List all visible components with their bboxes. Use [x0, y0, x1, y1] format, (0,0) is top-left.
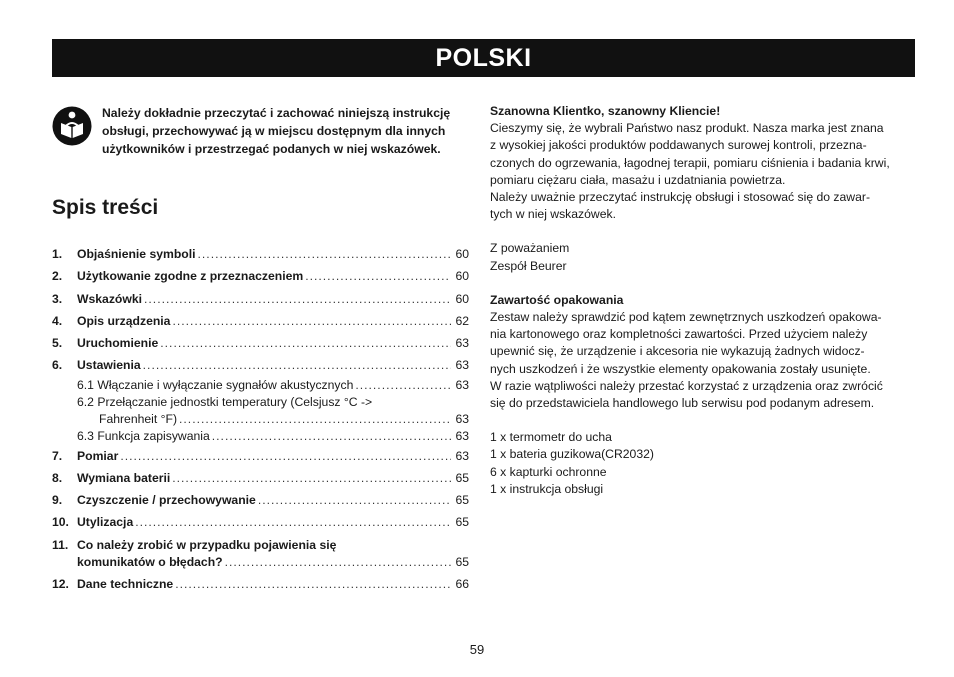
toc-item[interactable]: 3. Wskazówki ..... 60	[52, 291, 469, 308]
read-manual-icon	[52, 106, 92, 146]
toc-page-number: 62	[455, 314, 469, 328]
toc-page-number: 63	[455, 449, 469, 463]
toc-item-label: Pomiar	[77, 449, 119, 463]
intro-line: Należy uważnie przeczytać instrukcję obsługi i stosować się do zawar-	[490, 190, 871, 205]
package-line: Zestaw należy sprawdzić pod kątem zewnętrznych uszkodzeń opakowa-	[490, 310, 882, 325]
toc-item-label: 6.1 Włączanie i wyłączanie sygnałów akustycznych	[77, 378, 354, 392]
toc-item[interactable]: 6. Ustawienia ..... 63	[52, 357, 469, 374]
page-number: 59	[469, 642, 485, 657]
toc-page-number: 60	[455, 292, 469, 306]
language-banner	[52, 39, 915, 77]
toc-subitem[interactable]	[52, 377, 469, 394]
toc-item-continued[interactable]	[52, 554, 469, 571]
package-line: nia kartonowego oraz kompletności zawartości. Przed użyciem należy	[490, 327, 868, 342]
language-title: POLSKI	[435, 43, 532, 72]
toc-page-number: 63	[455, 412, 469, 426]
notice-text	[102, 104, 450, 158]
closing-line: Z poważaniem	[490, 241, 570, 256]
package-line: nych uszkodzeń i że wszystkie elementy opakowania zostały usunięte.	[490, 361, 871, 376]
toc-page-number: 60	[455, 269, 469, 283]
toc-page-number: 63	[455, 378, 469, 392]
toc-item-label: 6.2 Przełączanie jednostki temperatury (Celsjusz °C ->	[77, 395, 373, 409]
toc-page-number: 65	[455, 515, 469, 529]
intro-line: z wysokiej jakości produktów poddawanych surowej kontroli, przezna-	[490, 138, 867, 153]
toc-item-label: Uruchomienie	[77, 336, 159, 350]
toc-item[interactable]: 1. Objaśnienie symboli ..... 60	[52, 246, 469, 263]
notice-line: Należy dokładnie przeczytać i zachować niniejszą instrukcję	[102, 106, 451, 120]
toc-item[interactable]: 2. Użytkowanie zgodne z przeznaczeniem ..... 60	[52, 268, 469, 285]
toc-item-label: Ustawienia	[77, 358, 141, 372]
toc-item-label: 6.3 Funkcja zapisywania	[77, 429, 210, 443]
intro-line: Cieszymy się, że wybrali Państwo nasz produkt. Nasza marka jest znana	[490, 121, 884, 136]
toc-item[interactable]: 7. Pomiar ..... 63	[52, 448, 469, 465]
toc-item-label: Dane techniczne	[77, 577, 174, 591]
intro-line: czonych do ogrzewania, łagodnej terapii, pomiaru ciśnienia i badania krwi,	[490, 155, 890, 170]
toc-item-label: Co należy zrobić w przypadku pojawienia się	[77, 538, 337, 552]
toc-item-label: komunikatów o błędach?	[77, 555, 223, 569]
package-content-item: 1 x bateria guzikowa(CR2032)	[490, 447, 654, 462]
read-instructions-notice	[52, 104, 482, 158]
toc-page-number: 66	[455, 577, 469, 591]
toc-page-number: 65	[455, 555, 469, 569]
toc-subitem-continued[interactable]	[52, 411, 469, 428]
toc-item[interactable]: 4. Opis urządzenia ..... 62	[52, 313, 469, 330]
toc-item-label: Opis urządzenia	[77, 314, 171, 328]
package-content-item: 1 x termometr do ucha	[490, 430, 612, 445]
intro-line: pomiaru ciężaru ciała, masażu i uzdatniania powietrza.	[490, 172, 786, 187]
toc-item-label: Wskazówki	[77, 292, 143, 306]
toc-page-number: 63	[455, 336, 469, 350]
notice-line: użytkowników i przestrzegać podanych w niej wskazówek.	[102, 142, 441, 156]
toc-item[interactable]: 12. Dane techniczne ..... 66	[52, 576, 469, 593]
intro-line: tych w niej wskazówek.	[490, 207, 616, 222]
notice-line: obsługi, przechowywać ją w miejscu dostępnym dla innych	[102, 124, 446, 138]
toc-page-number: 65	[455, 493, 469, 507]
right-column	[490, 103, 915, 498]
closing-line: Zespół Beurer	[490, 258, 567, 273]
toc-item[interactable]: 5. Uruchomienie ..... 63	[52, 335, 469, 352]
toc-item-label: Użytkowanie zgodne z przeznaczeniem	[77, 269, 304, 283]
toc-item[interactable]: 8. Wymiana baterii ..... 65	[52, 470, 469, 487]
package-heading: Zawartość opakowania	[490, 292, 624, 307]
toc-item[interactable]: 9. Czyszczenie / przechowywanie ..... 65	[52, 492, 469, 509]
package-content-item: 1 x instrukcja obsługi	[490, 481, 604, 496]
package-line: się do przedstawiciela handlowego lub serwisu pod podanym adresem.	[490, 396, 875, 411]
toc-item-label: Czyszczenie / przechowywanie	[77, 493, 256, 507]
toc-item-label: Fahrenheit °F)	[99, 412, 178, 426]
toc-item-label: Objaśnienie symboli	[77, 247, 196, 261]
toc-page-number: 63	[455, 358, 469, 372]
toc-page-number: 65	[455, 471, 469, 485]
toc-subitem[interactable]	[52, 394, 469, 411]
toc-item[interactable]: 10. Utylizacja ..... 65	[52, 514, 469, 531]
greeting-heading: Szanowna Klientko, szanowny Kliencie!	[490, 104, 721, 118]
toc-page-number: 60	[455, 247, 469, 261]
toc-item[interactable]: 11. Co należy zrobić w przypadku pojawienia się	[52, 538, 337, 552]
package-line: upewnić się, że urządzenie i akcesoria nie wykazują żadnych widocz-	[490, 344, 865, 359]
toc-item-label: Utylizacja	[77, 515, 134, 529]
toc-title: Spis treści	[52, 196, 159, 219]
toc-item-label: Wymiana baterii	[77, 471, 171, 485]
package-content-item: 6 x kapturki ochronne	[490, 464, 607, 479]
toc-page-number: 63	[455, 429, 469, 443]
toc-subitem[interactable]	[52, 428, 469, 445]
package-line: W razie wątpliwości należy przestać korzystać z urządzenia oraz zwrócić	[490, 378, 883, 393]
